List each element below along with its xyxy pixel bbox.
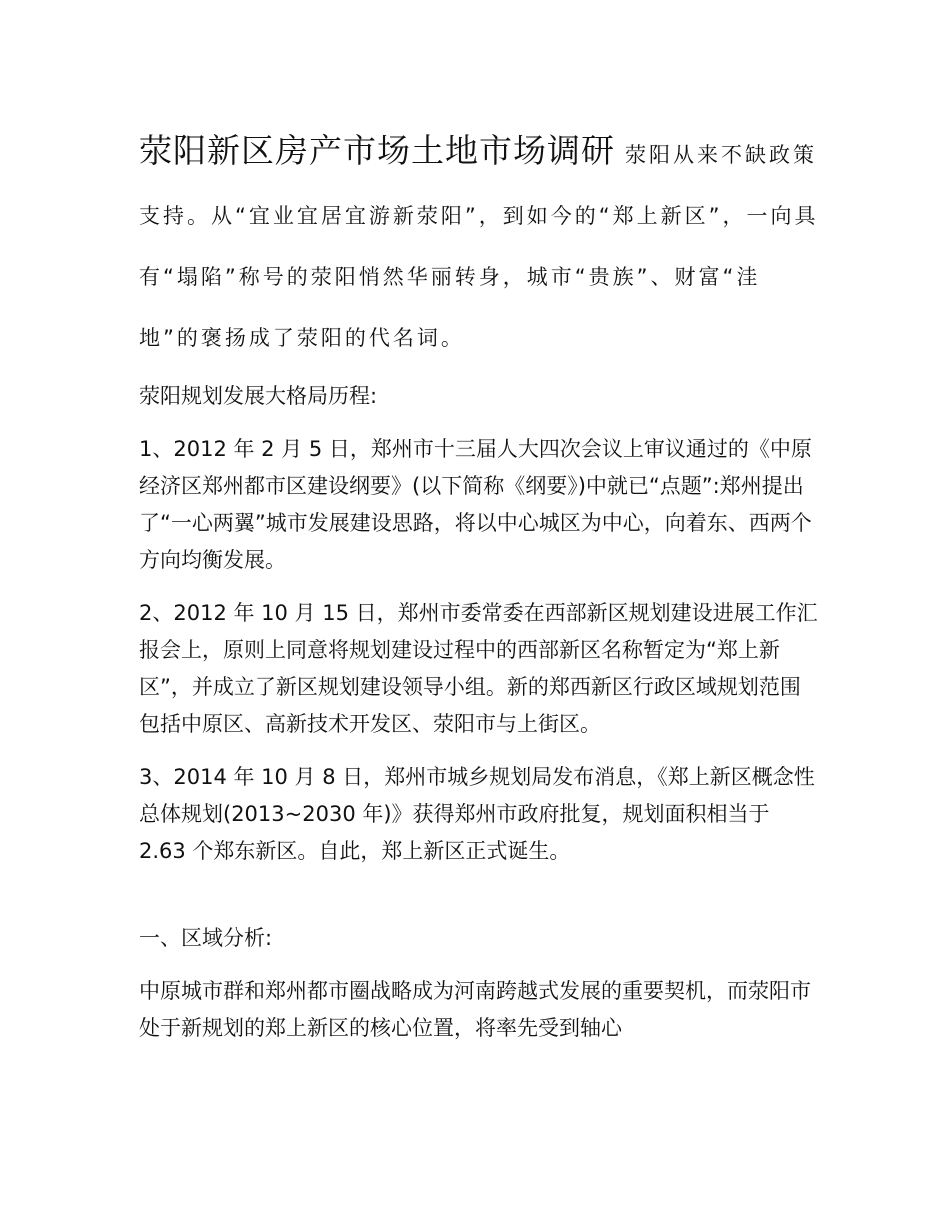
intro-text: 荥阳从来不缺政策支持。从“宜业宜居宜游新荥阳”，到如今的“郑上新区”，一向具有“塌陷”称号的荥阳悄然华丽转身，城市“贵族”、财富“洼地”的褒扬成了荥阳的代名词。 [139,143,819,350]
history-heading: 荥阳规划发展大格局历程: [139,384,378,408]
section-heading-region-analysis: 一、区域分析: [139,926,273,950]
history-item-1: 1、2012 年 2 月 5 日，郑州市十三届人大四次会议上审议通过的《中原经济区郑州都市区建设纲要》(以下简称《纲要》)中就已“点题”:郑州提出了“一心两翼”城市发展建设思路，将以中心城区为中心，向着东、西两个方向均衡发展。 [139,437,812,572]
section-body-region-analysis: 中原城市群和郑州都市圈战略成为河南跨越式发展的重要契机，而荥阳市处于新规划的郑上新区的核心位置，将率先受到轴心 [139,979,811,1040]
document-page [139,120,819,1047]
document-title: 荥阳新区房产市场土地市场调研 [139,131,615,170]
history-item-3: 3、2014 年 10 月 8 日，郑州市城乡规划局发布消息，《郑上新区概念性总体规划(2013~2030 年)》获得郑州市政府批复，规划面积相当于 2.63 个郑东新区。自此，郑上新区正式诞生。 [139,765,815,863]
intro-paragraph [139,120,819,369]
history-item-2: 2、2012 年 10 月 15 日，郑州市委常委在西部新区规划建设进展工作汇报会上，原则上同意将规划建设过程中的西部新区名称暂定为“郑上新区”，并成立了新区规划建设领导小组。新的郑西新区行政区域规划范围包括中原区、高新技术开发区、荥阳市与上街区。 [139,601,818,736]
